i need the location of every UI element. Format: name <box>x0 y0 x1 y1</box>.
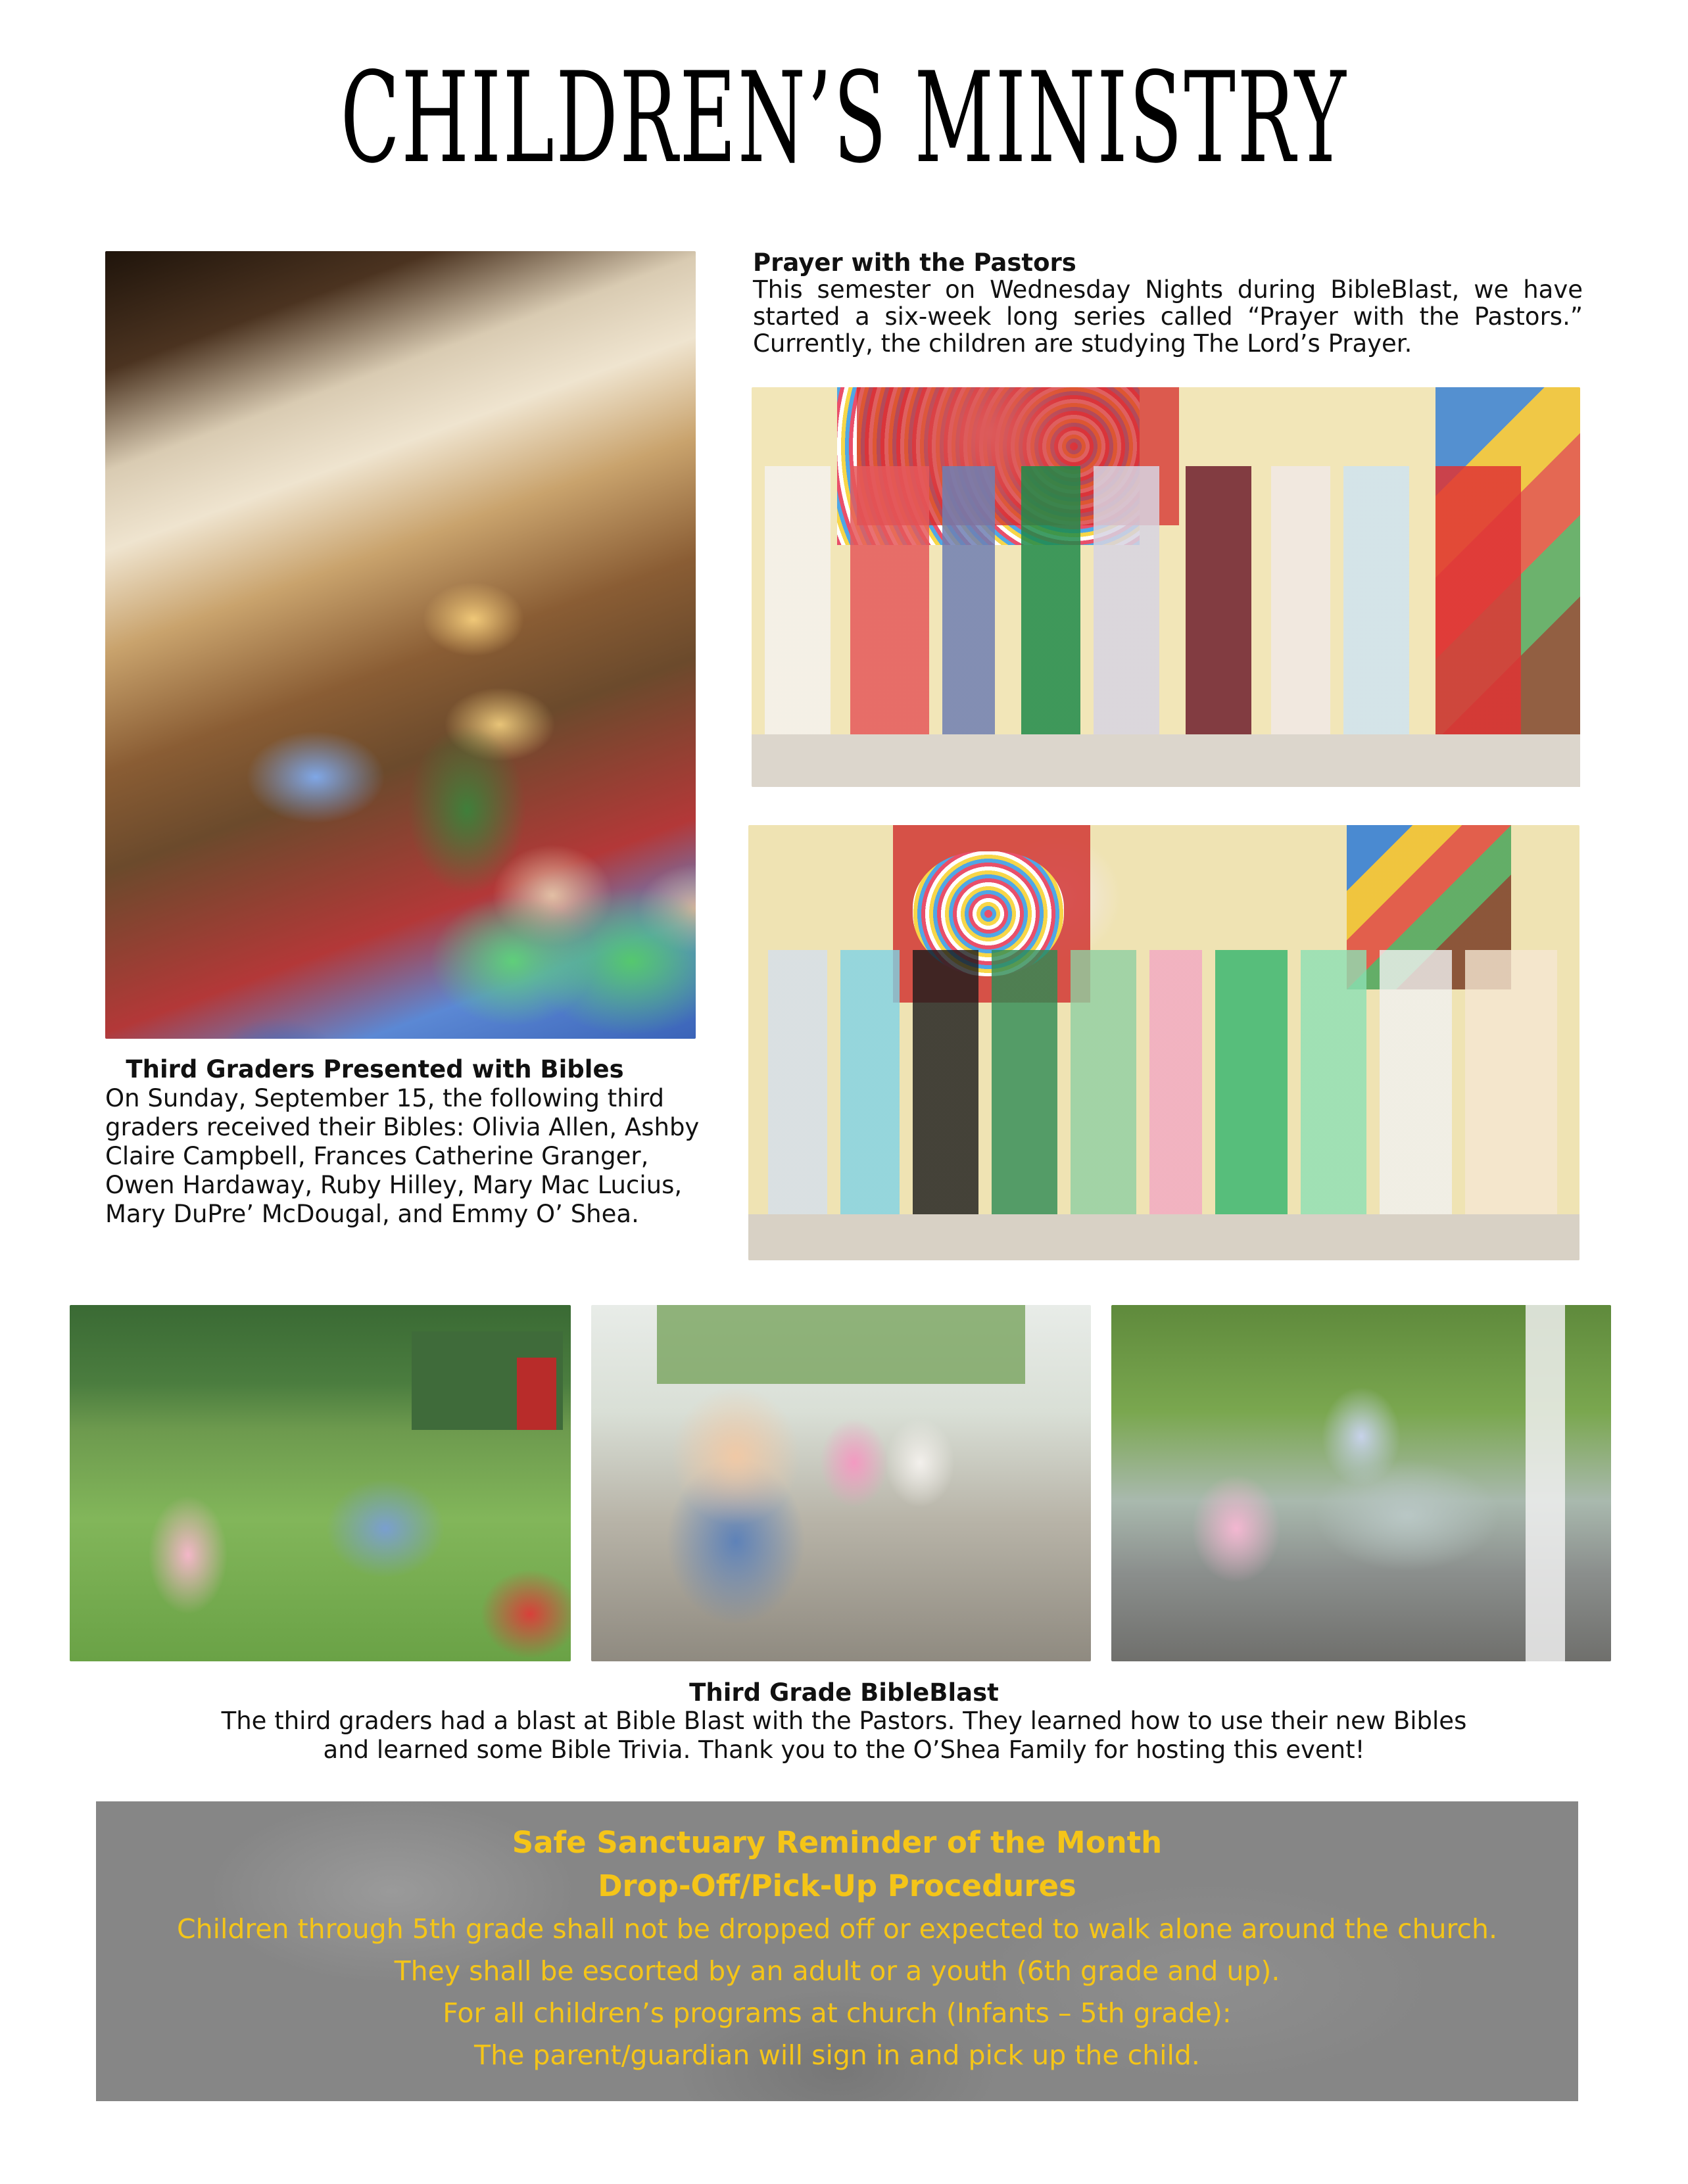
prayer-with-pastors-body: This semester on Wednesday Nights during BibleBlast, we have started a six-week long series called “Prayer with the Pastors.” Currently, the children are studying The Lord’s Prayer. <box>753 275 1583 358</box>
reminder-line-1: Children through 5th grade shall not be dropped off or expected to walk alone around the church. <box>176 1913 1498 1945</box>
reminder-title: Safe Sanctuary Reminder of the Month <box>512 1825 1163 1860</box>
prayer-with-pastors-heading: Prayer with the Pastors <box>753 249 1076 277</box>
photo-prayer-with-pastors-group-1 <box>752 387 1580 787</box>
third-graders-bibles-heading: Third Graders Presented with Bibles <box>126 1055 624 1083</box>
photo-bibleblast-yard <box>70 1305 571 1661</box>
photo-bibleblast-porch <box>591 1305 1091 1661</box>
porch-pillar <box>1526 1305 1565 1661</box>
reminder-subtitle: Drop-Off/Pick-Up Procedures <box>598 1868 1076 1903</box>
prayer-with-pastors-section <box>753 250 1583 357</box>
third-graders-bibles-section <box>105 1055 710 1229</box>
photo-third-graders-with-bibles <box>105 251 696 1039</box>
garden-background <box>657 1305 1025 1384</box>
third-grade-bibleblast-heading: Third Grade BibleBlast <box>689 1678 999 1707</box>
third-grade-bibleblast-line-2: and learned some Bible Trivia. Thank you to the O’Shea Family for hosting this event! <box>323 1736 1365 1764</box>
third-grade-bibleblast-section <box>0 1678 1688 1765</box>
reminder-line-3: For all children’s programs at church (Infants – 5th grade): <box>443 1997 1232 2029</box>
safe-sanctuary-reminder-box <box>96 1801 1578 2101</box>
reminder-line-4: The parent/guardian will sign in and pick up the child. <box>474 2039 1200 2071</box>
floor <box>752 734 1580 787</box>
page-title: CHILDREN’S MINISTRY <box>340 45 1348 191</box>
photo-prayer-with-pastors-group-2 <box>748 825 1579 1260</box>
reminder-line-2: They shall be escorted by an adult or a youth (6th grade and up). <box>394 1955 1280 1987</box>
children-holding-arrows <box>768 950 1560 1214</box>
third-graders-bibles-body: On Sunday, September 15, the following third graders received their Bibles: Olivia Allen, Ashby Claire Campbell, Frances Catherine Granger, Owen Hardaway, Ruby Hilley, Mary Mac Lucius, Mary DuPre’ McDougal, and Emmy O’ Shea. <box>105 1084 700 1228</box>
photo-bibleblast-table <box>1111 1305 1611 1661</box>
shed-door <box>517 1358 556 1430</box>
floor <box>748 1214 1579 1260</box>
third-grade-bibleblast-line-1: The third graders had a blast at Bible Blast with the Pastors. They learned how to use their new Bibles <box>221 1707 1467 1735</box>
